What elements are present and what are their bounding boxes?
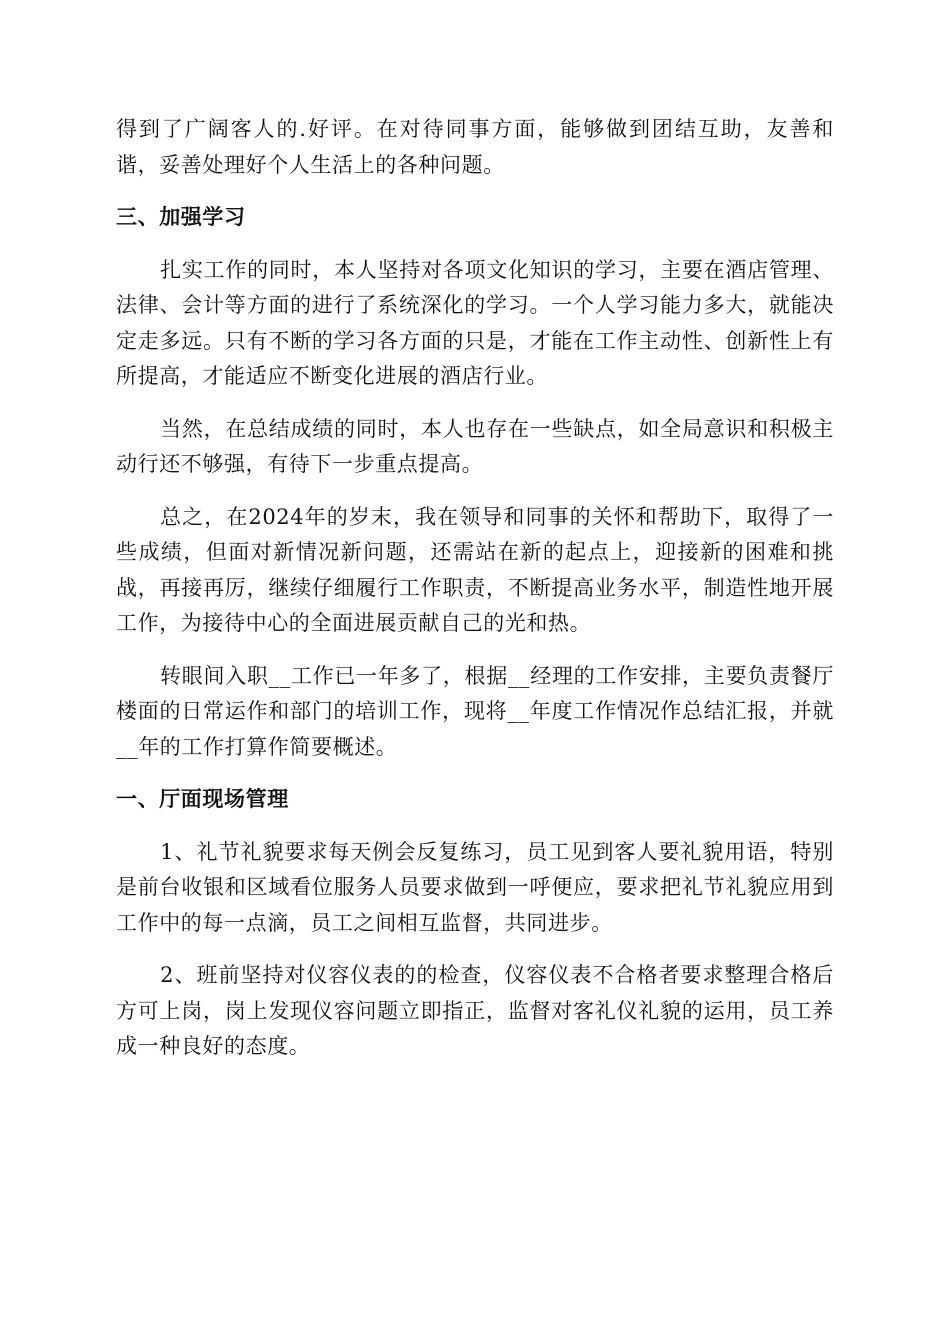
- paragraph-5: 转眼间入职__工作已一年多了，根据__经理的工作安排，主要负责餐厅楼面的日常运作和部门的培训工作，现将__年度工作情况作总结汇报，并就__年的工作打算作简要概述。: [116, 663, 834, 759]
- paragraph-4: 总之，在2024年的岁末，我在领导和同事的关怀和帮助下，取得了一些成绩，但面对新情况新问题，还需站在新的起点上，迎接新的困难和挑战，再接再厉，继续仔细履行工作职责，不断提高业务水平，制造性地开展工作，为接待中心的全面进展贡献自己的光和热。: [116, 504, 834, 635]
- paragraph-2: 扎实工作的同时，本人坚持对各项文化知识的学习，主要在酒店管理、法律、会计等方面的进行了系统深化的学习。一个人学习能力多大，就能决定走多远。只有不断的学习各方面的只是，才能在工作主动性、创新性上有所提高，才能适应不断变化进展的酒店行业。: [116, 257, 834, 388]
- paragraph-1: 得到了广阔客人的.好评。在对待同事方面，能够做到团结互助，友善和谐，妥善处理好个人生活上的各种问题。: [116, 117, 834, 177]
- section-heading-floor-management: 一、厅面现场管理: [116, 787, 289, 811]
- section-heading-study: 三、加强学习: [116, 205, 246, 229]
- paragraph-3: 当然，在总结成绩的同时，本人也存在一些缺点，如全局意识和积极主动行还不够强，有待下一步重点提高。: [116, 416, 834, 476]
- document-body: [116, 112, 834, 1082]
- paragraph-7: 2、班前坚持对仪容仪表的的检查，仪容仪表不合格者要求整理合格后方可上岗，岗上发现仪容问题立即指正，监督对客礼仪礼貌的运用，员工养成一种良好的态度。: [116, 963, 834, 1058]
- paragraph-6: 1、礼节礼貌要求每天例会反复练习，员工见到客人要礼貌用语，特别是前台收银和区域看位服务人员要求做到一呼便应，要求把礼节礼貌应用到工作中的每一点滴，员工之间相互监督，共同进步。: [116, 839, 834, 935]
